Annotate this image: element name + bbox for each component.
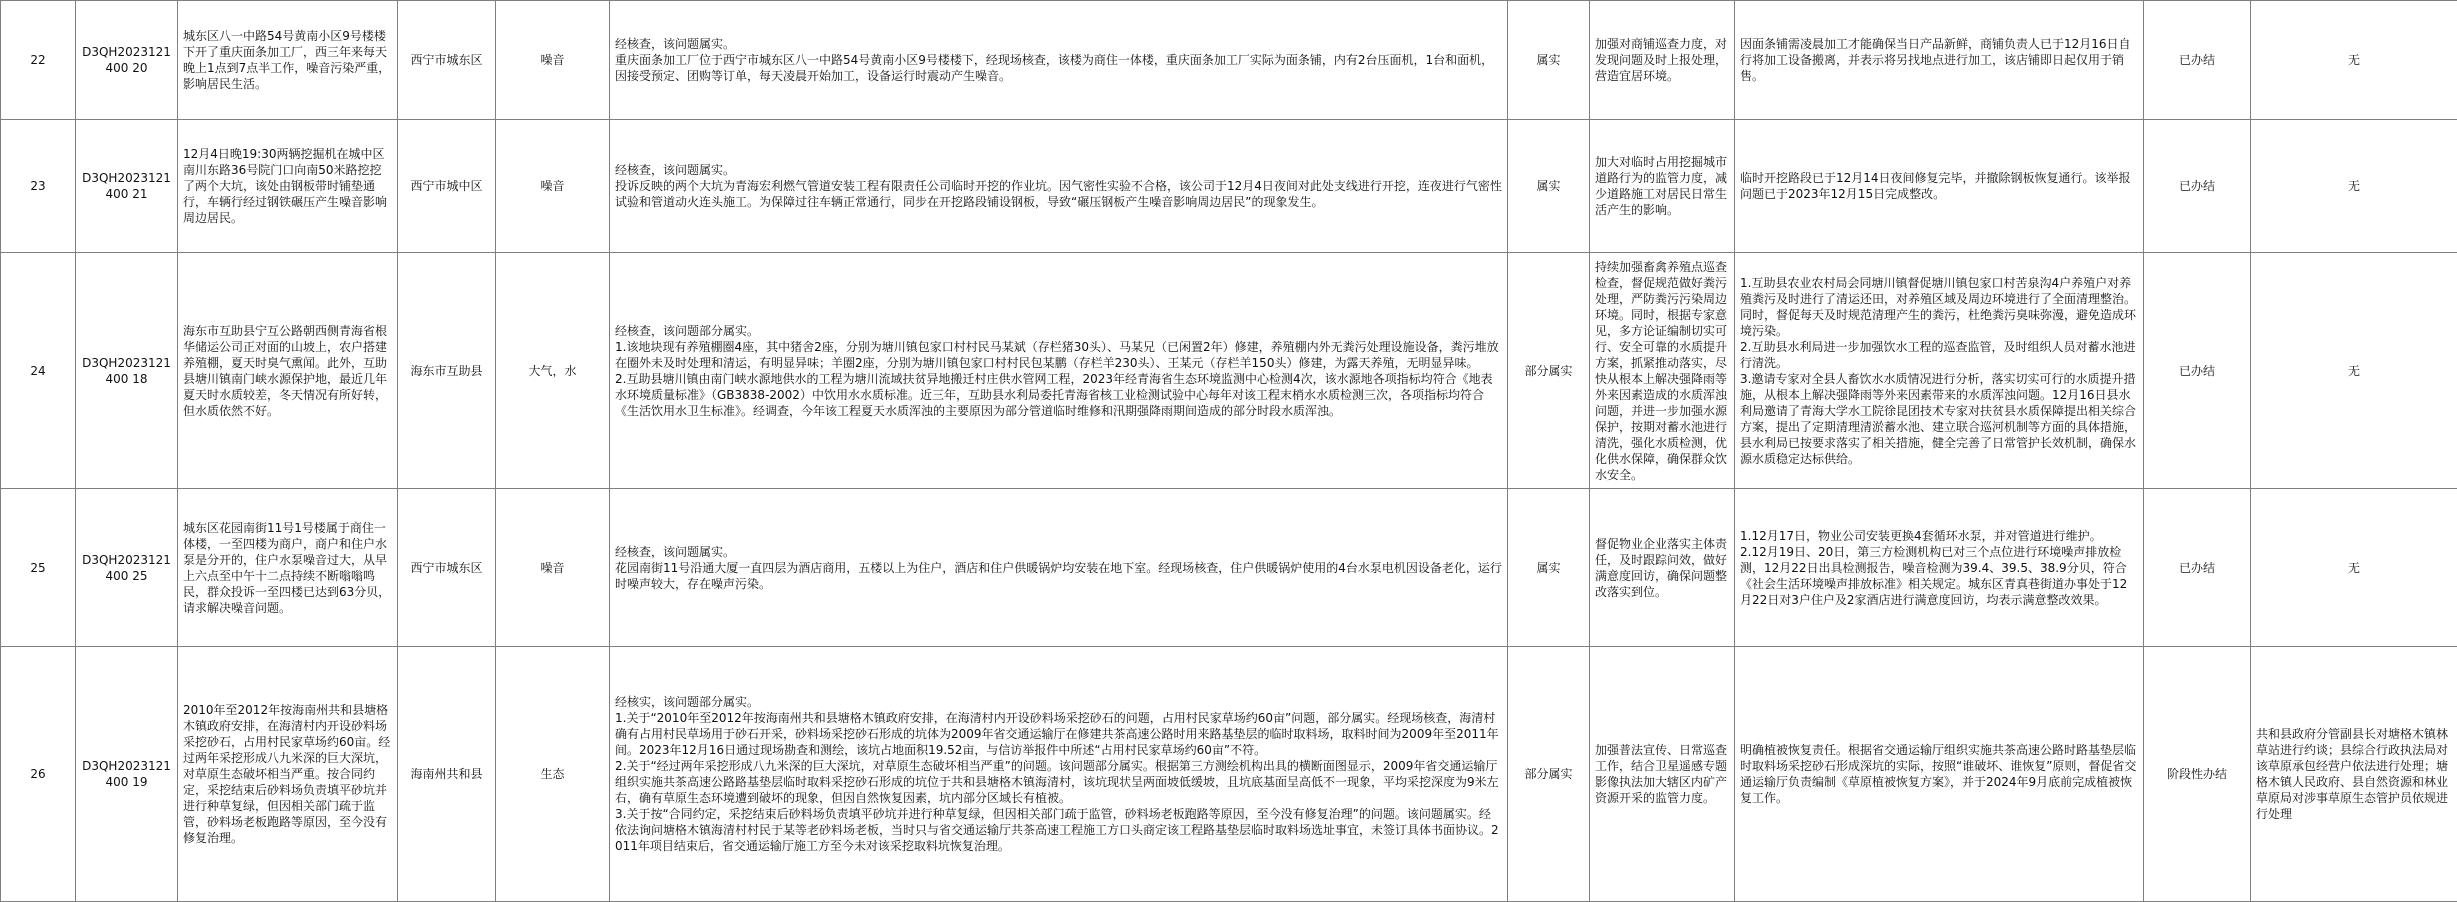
case-id: D3QH2023121400 21 (76, 120, 178, 253)
progress: 1.12月17日，物业公司安装更换4套循环水泵，并对管道进行维护。 2.12月19日、20日，第三方检测机构已对三个点位进行环境噪声排放检测，12月22日出具检测报告，噪音检测为39.4、39.5、38.9分贝，符合《社会生活环境噪声排放标准》相关规定。城东区青真巷街道办事处于12月22日对3户住户及2家酒店进行满意度回访，均表示满意整改效果。 (1735, 489, 2144, 647)
investigation-findings: 经核查，该问题部分属实。 1.该地块现有养殖棚圈4座，其中猪舍2座，分别为塘川镇包家口村村民马某斌（存栏猪30头）、马某兄（已闲置2年）修建，养殖棚内外无粪污处理设施设备，粪污堆放在圈外未及时处理和清运，有明显异味；羊圈2座，分别为塘川镇包家口村村民包某鹏（存栏羊230头）、王某元（存栏羊150头）修建，为露天养殖，无明显异味。 2.互助县塘川镇由南门峡水源地供水的工程为塘川流域扶贫异地搬迁村庄供水管网工程，2023年经青海省生态环境监测中心检测4次，该水源地各项指标均符合《地表水环境质量标准》（GB3838-2002）中饮用水水质标准。近三年，互助县水利局委托青海省核工业检测试验中心每年对该工程末梢水水质检测三次，各项指标均符合《生活饮用水卫生标准》。经调查，今年该工程夏天水质浑浊的主要原因为部分管道临时维修和汛期强降雨期间造成的部分时段水质浑浊。 (610, 253, 1508, 489)
rectification-measures: 督促物业企业落实主体责任，及时跟踪问效，做好满意度回访，确保问题整改落实到位。 (1590, 489, 1735, 647)
row-number: 23 (1, 120, 76, 253)
case-id: D3QH2023121400 19 (76, 647, 178, 902)
accountability: 无 (2251, 489, 2457, 647)
status: 已办结 (2144, 1, 2251, 120)
accountability: 无 (2251, 1, 2457, 120)
accountability: 无 (2251, 120, 2457, 253)
region: 西宁市城中区 (398, 120, 496, 253)
rectification-measures: 加强对商铺巡查力度，对发现问题及时上报处理，营造宜居环境。 (1590, 1, 1735, 120)
table-row (1, 120, 2457, 253)
verdict: 属实 (1508, 1, 1590, 120)
region: 西宁市城东区 (398, 489, 496, 647)
table-row (1, 489, 2457, 647)
row-number: 22 (1, 1, 76, 120)
accountability: 无 (2251, 253, 2457, 489)
row-number: 24 (1, 253, 76, 489)
case-id: D3QH2023121400 25 (76, 489, 178, 647)
case-id: D3QH2023121400 20 (76, 1, 178, 120)
rectification-measures: 持续加强畜禽养殖点巡查检查，督促规范做好粪污处理，严防粪污污染周边环境。同时，根据专家意见，多方论证编制切实可行、安全可靠的水质提升方案，抓紧推动落实，尽快从根本上解决强降雨等外来因素造成的水质浑浊问题，并进一步加强水源保护，按期对蓄水池进行清洗，强化水质检测，优化供水保障，确保群众饮水安全。 (1590, 253, 1735, 489)
table-row (1, 253, 2457, 489)
investigation-findings: 经核查，该问题属实。 花园南街11号沿通大厦一直四层为酒店商用，五楼以上为住户，酒店和住户供暖锅炉均安装在地下室。经现场核查，住户供暖锅炉使用的4台水泵电机因设备老化，运行时噪声较大，存在噪声污染。 (610, 489, 1508, 647)
complaint-text: 2010年至2012年按海南州共和县塘格木镇政府安排，在海清村内开设砂料场采挖砂石，占用村民家草场约60亩。经过两年采挖形成八九米深的巨大深坑，对草原生态破坏相当严重。按合同约定，采挖结束后砂料场负责填平砂坑并进行种草复绿，但因相关部门疏于监管，砂料场老板跑路等原因，至今没有修复治理。 (178, 647, 398, 902)
investigation-findings: 经核查，该问题属实。 投诉反映的两个大坑为青海宏利燃气管道安装工程有限责任公司临时开挖的作业坑。因气密性实验不合格，该公司于12月4日夜间对此处支线进行开挖，连夜进行气密性试验和管道动火连头施工。为保障过往车辆正常通行，同步在开挖路段铺设钢板，导致“碾压钢板产生噪音影响周边居民”的现象发生。 (610, 120, 1508, 253)
progress: 因面条铺需凌晨加工才能确保当日产品新鲜，商铺负责人已于12月16日自行将加工设备搬离，并表示将另找地点进行加工，该店铺即日起仅用于销售。 (1735, 1, 2144, 120)
complaint-text: 城东区八一中路54号黄南小区9号楼楼下开了重庆面条加工厂，西三年来每天晚上1点到7点半工作，噪音污染严重，影响居民生活。 (178, 1, 398, 120)
pollution-category: 噪音 (496, 120, 610, 253)
investigation-findings: 经核实，该问题部分属实。 1.关于“2010年至2012年按海南州共和县塘格木镇政府安排，在海清村内开设砂料场采挖砂石的问题，占用村民家草场约60亩”问题，部分属实。经现场核查，海清村确有占用村民草场用于砂石开采，砂料场采挖砂石形成的坑体为2009年省交通运输厅在修建共茶高速公路时用来路基垫层的临时取料场，取料时间为2009年至2011年间。2023年12月16日通过现场勘查和测绘，该坑占地面积19.52亩，与信访举报件中所述“占用村民家草场约60亩”不符。 2.关于“经过两年采挖形成八九米深的巨大深坑，对草原生态破坏相当严重”的问题。该问题部分属实。根据第三方测绘机构出具的横断面图显示，2009年省交通运输厅组织实施共茶高速公路路基垫层临时取料采挖砂石形成的坑位于共和县塘格木镇海清村，该坑现状呈两面坡低缓坡，且坑底基面呈高低不一现象，平均采挖深度为9米左右，确有草原生态环境遭到破坏的现象，但因自然恢复因素，坑内部分区域长有植被。 3.关于按“合同约定，采挖结束后砂料场负责填平砂坑并进行种草复绿，但因相关部门疏于监管，砂料场老板跑路等原因，至今没有修复治理”的问题。该问题属实。经依法询问塘格木镇海清村村民于某等老砂料场老板，当时只与省交通运输厅共茶高速工程施工方口头商定该工程路基垫层临时取料场选址事宜，未签订具体书面协议。2011年项目结束后，省交通运输厅施工方至今未对该采挖取料坑恢复治理。 (610, 647, 1508, 902)
pollution-category: 生态 (496, 647, 610, 902)
pollution-category: 噪音 (496, 1, 610, 120)
complaint-text: 海东市互助县宁互公路朝西侧青海省根华储运公司正对面的山坡上，农户搭建养殖棚，夏天时臭气熏闻。此外，互助县塘川镇南门峡水源保护地，最近几年夏天时水质较差，冬天情况有所好转，但水质依然不好。 (178, 253, 398, 489)
table-body (1, 1, 2457, 902)
pollution-category: 大气，水 (496, 253, 610, 489)
complaint-text: 12月4日晚19:30两辆挖掘机在城中区南川东路36号院门口向南50米路挖挖了两个大坑，该处由钢板带时铺垫通行，车辆行经过钢铁碾压产生噪音影响周边居民。 (178, 120, 398, 253)
progress: 临时开挖路段已于12月14日夜间修复完毕，并撤除钢板恢复通行。该举报问题已于2023年12月15日完成整改。 (1735, 120, 2144, 253)
region: 海南州共和县 (398, 647, 496, 902)
pollution-category: 噪音 (496, 489, 610, 647)
region: 海东市互助县 (398, 253, 496, 489)
verdict: 部分属实 (1508, 253, 1590, 489)
table-row (1, 647, 2457, 902)
rectification-measures: 加强普法宣传、日常巡查工作，结合卫星遥感专题影像执法加大辖区内矿产资源开采的监管力度。 (1590, 647, 1735, 902)
verdict: 部分属实 (1508, 647, 1590, 902)
verdict: 属实 (1508, 120, 1590, 253)
case-id: D3QH2023121400 18 (76, 253, 178, 489)
accountability: 共和县政府分管副县长对塘格木镇林草站进行约谈；县综合行政执法局对该草原承包经营户依法进行处理；塘格木镇人民政府、县自然资源和林业草原局对涉事草原生态管护员依规进行处理 (2251, 647, 2457, 902)
table-row (1, 1, 2457, 120)
rectification-measures: 加大对临时占用挖掘城市道路行为的监管力度，减少道路施工对居民日常生活产生的影响。 (1590, 120, 1735, 253)
status: 阶段性办结 (2144, 647, 2251, 902)
region: 西宁市城东区 (398, 1, 496, 120)
progress: 明确植被恢复责任。根据省交通运输厅组织实施共茶高速公路时路基垫层临时取料场采挖砂石形成深坑的实际，按照“谁破坏、谁恢复”原则，督促省交通运输厅负责编制《草原植被恢复方案》，并于2024年9月底前完成植被恢复工作。 (1735, 647, 2144, 902)
investigation-findings: 经核查，该问题属实。 重庆面条加工厂位于西宁市城东区八一中路54号黄南小区9号楼楼下，经现场核查，该楼为商住一体楼，重庆面条加工厂实际为面条铺，内有2台压面机，1台和面机，因接受预定、团购等订单，每天凌晨开始加工，设备运行时震动产生噪音。 (610, 1, 1508, 120)
row-number: 25 (1, 489, 76, 647)
complaint-text: 城东区花园南街11号1号楼属于商住一体楼，一至四楼为商户，商户和住户水泵是分开的，住户水泵噪音过大，从早上六点至中午十二点持续不断嗡嗡鸣民，群众投诉一至四楼已达到63分贝，请求解决噪音问题。 (178, 489, 398, 647)
progress: 1.互助县农业农村局会同塘川镇督促塘川镇包家口村苦泉沟4户养殖户对养殖粪污及时进行了清运还田，对养殖区域及周边环境进行了全面清理整治。同时，督促每天及时规范清理产生的粪污，杜绝粪污臭味弥漫，避免造成环境污染。 2.互助县水利局进一步加强饮水工程的巡查监管，及时组织人员对蓄水池进行清洗。 3.邀请专家对全县人畜饮水水质情况进行分析，落实切实可行的水质提升措施，从根本上解决强降雨等外来因素带来的水质浑浊问题。12月16日县水利局邀请了青海大学水工院徐昆团技术专家对扶贫县水质保障提出相关综合方案，提出了定期清理清淤蓄水池、建立联合巡河机制等方面的具体措施，县水利局已按要求落实了相关措施，健全完善了日常管护长效机制，确保水源水质稳定达标供给。 (1735, 253, 2144, 489)
status: 已办结 (2144, 120, 2251, 253)
status: 已办结 (2144, 253, 2251, 489)
status: 已办结 (2144, 489, 2251, 647)
row-number: 26 (1, 647, 76, 902)
verdict: 属实 (1508, 489, 1590, 647)
